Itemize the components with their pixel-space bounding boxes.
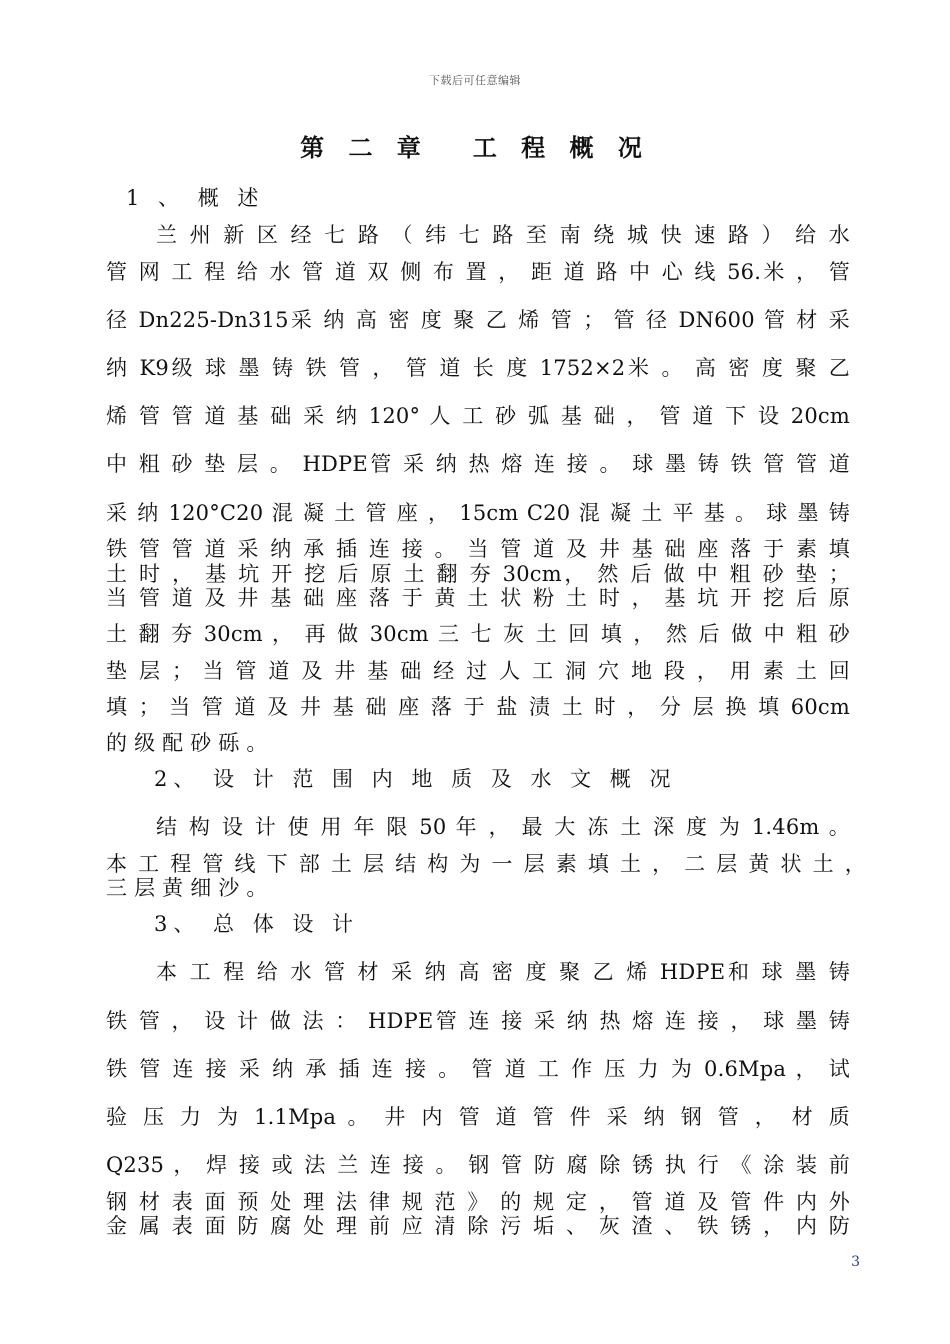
chapter-number: 第 二 章 <box>300 133 429 162</box>
paragraph-line: 验 压 力 为 1.1Mpa 。 井 内 管 道 管 件 采 纳 钢 管 ， 材 质 <box>106 1105 850 1129</box>
section-heading-3: 3、 总 体 设 计 <box>154 912 360 936</box>
paragraph-line: 三 层 黄 细 沙 。 <box>106 876 268 900</box>
paragraph-line: 的 级 配 砂 砾 。 <box>106 731 268 755</box>
paragraph-line: 金 属 表 面 防 腐 处 理 前 应 清 除 污 垢 、 灰 渣 、 铁 锈 ， 内 防 <box>106 1214 850 1238</box>
paragraph-line: 径 Dn225-Dn315采 纳 高 密 度 聚 乙 烯 管 ； 管 径 DN600 管 材 采 <box>106 308 850 332</box>
chapter-name: 工 程 概 况 <box>472 133 650 162</box>
paragraph-line: 土 翻 夯 30cm ， 再 做 30cm 三 七 灰 土 回 填 ， 然 后 做 中 粗 砂 <box>106 622 850 646</box>
paragraph-line: 管 网 工 程 给 水 管 道 双 侧 布 置 ， 距 道 路 中 心 线 56.米 ， 管 <box>106 260 850 284</box>
paragraph-line: 钢 材 表 面 预 处 理 法 律 规 范 》 的 规 定 ， 管 道 及 管 件 内 外 <box>106 1190 850 1214</box>
paragraph-line: 铁 管 连 接 采 纳 承 插 连 接 。 管 道 工 作 压 力 为 0.6Mpa ， 试 <box>106 1057 850 1081</box>
paragraph-line: 烯 管 管 道 基 础 采 纳 120° 人 工 砂 弧 基 础 ， 管 道 下 设 20cm <box>106 404 850 428</box>
paragraph-line: 兰 州 新 区 经 七 路 （ 纬 七 路 至 南 绕 城 快 速 路 ） 给 水 <box>156 223 850 247</box>
paragraph-line: 本 工 程 管 线 下 部 土 层 结 构 为 一 层 素 填 土 ， 二 层 黄 状 土 ， <box>106 852 866 876</box>
chapter-title <box>0 128 950 163</box>
paragraph-line: 当 管 道 及 井 基 础 座 落 于 黄 土 状 粉 土 时 ， 基 坑 开 挖 后 原 <box>106 586 850 610</box>
paragraph-line: 土 时 ， 基 坑 开 挖 后 原 土 翻 夯 30cm， 然 后 做 中 粗 砂 垫 ； <box>106 562 850 586</box>
section-heading-2: 2、 设 计 范 围 内 地 质 及 水 文 概 况 <box>154 767 677 791</box>
paragraph-line: 采 纳 120°C20 混 凝 土 管 座 ， 15cm C20 混 凝 土 平 基 。 球 墨 铸 <box>106 501 850 525</box>
paragraph-line: 本 工 程 给 水 管 材 采 纳 高 密 度 聚 乙 烯 HDPE和 球 墨 铸 <box>156 960 850 984</box>
paragraph-line: 铁 管 管 道 采 纳 承 插 连 接 。 当 管 道 及 井 基 础 座 落 于 素 填 <box>106 537 850 561</box>
paragraph-line: 纳 K9级 球 墨 铸 铁 管 ， 管 道 长 度 1752×2米 。 高 密 度 聚 乙 <box>106 356 850 380</box>
paragraph-line: 结 构 设 计 使 用 年 限 50 年 ， 最 大 冻 土 深 度 为 1.46m 。 <box>156 815 850 839</box>
paragraph-line: Q235 ， 焊 接 或 法 兰 连 接 。 钢 管 防 腐 除 锈 执 行 《 涂 装 前 <box>106 1153 850 1177</box>
section-heading-1: 1 、 概 述 <box>126 186 265 210</box>
paragraph-line: 垫 层 ； 当 管 道 及 井 基 础 经 过 人 工 洞 穴 地 段 ， 用 素 土 回 <box>106 659 850 683</box>
paragraph-line: 填 ； 当 管 道 及 井 基 础 座 落 于 盐 渍 土 时 ， 分 层 换 填 60cm <box>106 695 850 719</box>
page-number: 3 <box>851 1254 860 1270</box>
paragraph-line: 铁 管 ， 设 计 做 法 ： HDPE管 连 接 采 纳 热 熔 连 接 ， 球 墨 铸 <box>106 1009 850 1033</box>
paragraph-line: 中 粗 砂 垫 层 。 HDPE管 采 纳 热 熔 连 接 。 球 墨 铸 铁 管 管 道 <box>106 452 850 476</box>
page-header: 下载后可任意编辑 <box>429 74 521 87</box>
